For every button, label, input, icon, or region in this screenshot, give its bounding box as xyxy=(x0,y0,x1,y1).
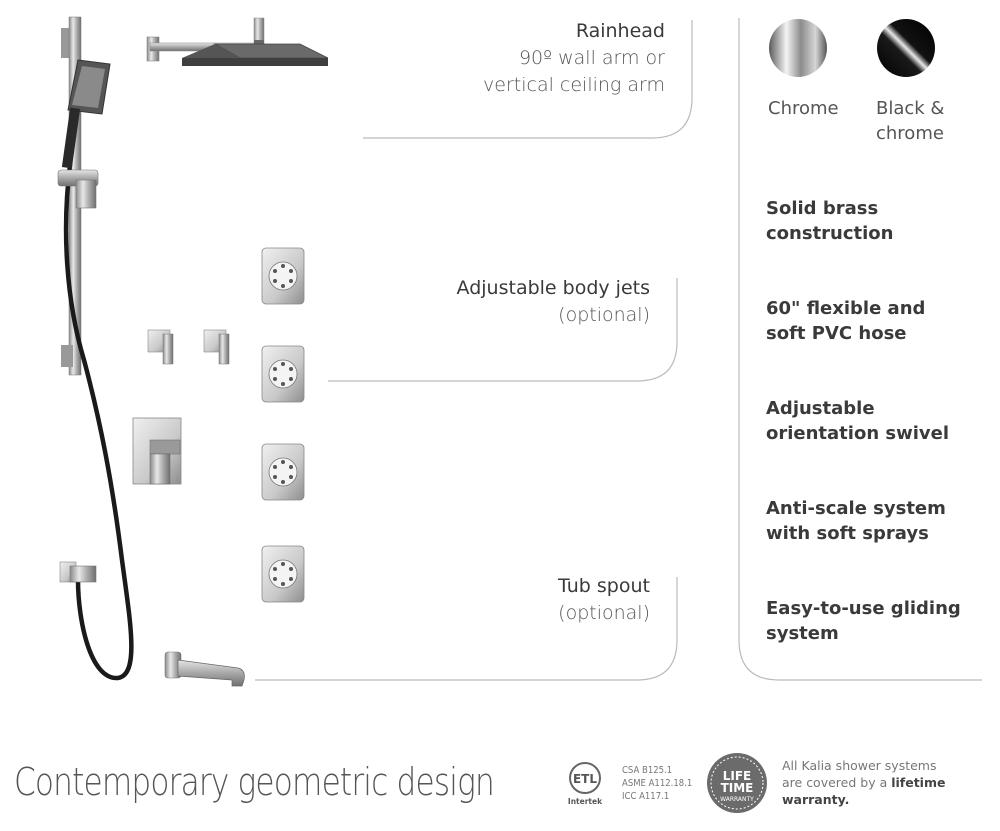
feature-3 xyxy=(766,396,949,446)
volume-control-handles xyxy=(148,330,229,364)
rainhead-line2: vertical ceiling arm xyxy=(483,74,665,96)
cert-3: ICC A117.1 xyxy=(622,791,670,802)
feature-1 xyxy=(766,196,894,246)
feature-2-line1: 60" flexible and xyxy=(766,298,926,319)
black-chrome-label-2: chrome xyxy=(876,123,944,144)
tub-spout-illustration xyxy=(165,652,244,686)
etl-logo xyxy=(563,760,607,806)
body-jet-4 xyxy=(262,546,304,602)
body-jets-title: Adjustable body jets xyxy=(456,277,650,299)
warranty-line2 xyxy=(782,774,992,791)
chrome-label: Chrome xyxy=(768,98,839,119)
certifications xyxy=(622,764,705,803)
feature-2-line2: soft PVC hose xyxy=(766,323,907,344)
lifetime-warranty-badge xyxy=(706,752,768,814)
feature-5-line2: system xyxy=(766,623,839,644)
cert-1: CSA B125.1 xyxy=(622,765,673,776)
feature-2 xyxy=(766,296,925,346)
warranty-bold2: warranty. xyxy=(782,792,850,807)
finish-chrome xyxy=(768,18,868,121)
tagline: Contemporary geometric design xyxy=(14,760,494,804)
callout-body-jets xyxy=(330,275,650,329)
wall-connector xyxy=(60,562,96,582)
chrome-swatch xyxy=(768,18,828,78)
warranty-mid: are covered by a xyxy=(782,775,888,790)
handheld-shower xyxy=(58,60,110,208)
feature-4-line2: with soft sprays xyxy=(766,523,929,544)
svg-text:ETL: ETL xyxy=(572,772,598,786)
warranty-text xyxy=(782,757,992,808)
black-chrome-swatch xyxy=(876,18,936,78)
badge-line1: LIFE xyxy=(722,769,752,783)
feature-3-line2: orientation swivel xyxy=(766,423,950,444)
rainhead-title: Rainhead xyxy=(575,20,665,42)
feature-3-line1: Adjustable xyxy=(766,398,875,419)
feature-4-line1: Anti-scale system xyxy=(766,498,946,519)
rainhead-illustration xyxy=(147,18,328,66)
warranty-bold1: lifetime xyxy=(891,775,946,790)
warranty-line3 xyxy=(782,791,992,808)
valve-trim xyxy=(133,418,181,484)
body-jet-2 xyxy=(262,346,304,402)
body-jet-1 xyxy=(262,248,304,304)
badge-line2: TIME xyxy=(720,781,754,795)
etl-brand: Intertek xyxy=(567,797,603,806)
tub-spout-title: Tub spout xyxy=(558,575,650,597)
callout-tub-spout xyxy=(330,573,650,627)
body-jet-3 xyxy=(262,444,304,500)
tub-spout-sub: (optional) xyxy=(558,602,650,624)
body-jets-sub: (optional) xyxy=(558,304,650,326)
warranty-line1: All Kalia shower systems xyxy=(782,758,937,773)
badge-line3: WARRANTY xyxy=(720,796,754,803)
rainhead-line1: 90º wall arm or xyxy=(518,47,665,69)
finish-black-chrome xyxy=(876,18,976,146)
feature-1-line2: construction xyxy=(766,223,894,244)
feature-5 xyxy=(766,596,961,646)
feature-1-line1: Solid brass xyxy=(766,198,879,219)
black-chrome-label-1: Black & xyxy=(876,98,945,119)
feature-4 xyxy=(766,496,946,546)
feature-5-line1: Easy-to-use gliding xyxy=(766,598,961,619)
callout-rainhead xyxy=(345,18,665,99)
cert-2: ASME A112.18.1 xyxy=(622,778,693,789)
